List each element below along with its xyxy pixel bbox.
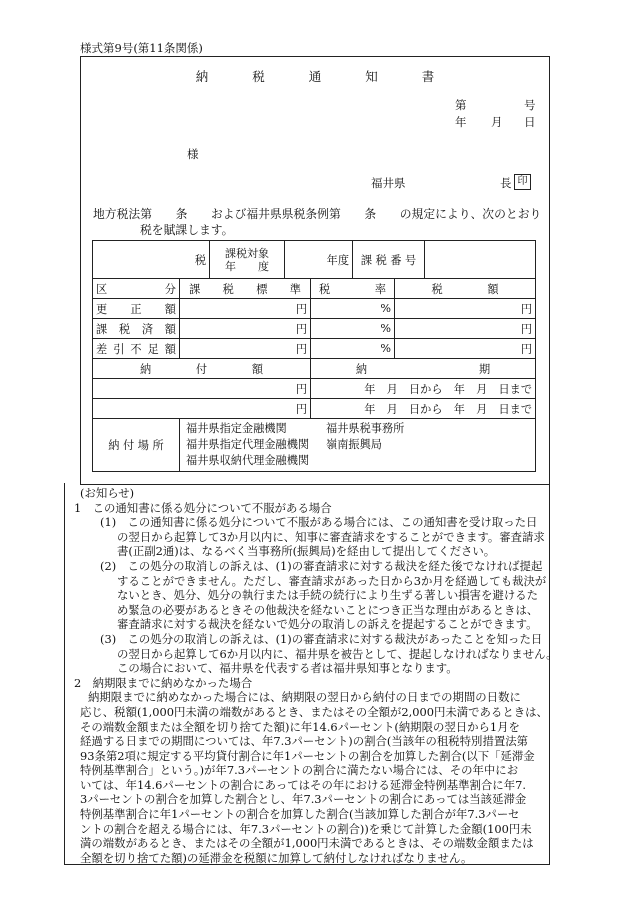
tax-table	[92, 240, 536, 472]
payment-row	[93, 399, 536, 419]
note-line: 全額を切り捨てた額)の延滞金を税額に加算して納付しなければなりません。	[80, 850, 473, 865]
note-line: の翌日から起算して6か月以内に、福井県を被告として、提起しなければなりません。	[117, 646, 558, 661]
payment-yen: 円	[93, 379, 311, 399]
row-standard-yen: 円	[180, 299, 311, 319]
tax-year-label-1: 課税対象	[225, 246, 270, 260]
place-line	[186, 453, 529, 469]
issuer-title: 長	[500, 176, 512, 190]
payment-deadline-header: 納 期	[311, 359, 536, 379]
note-line: ントの割合を超える場合には、年7.3パーセントの割合))を乗じて計算した金額(100円未	[80, 821, 532, 836]
payment-amount-header: 納 付 額	[93, 359, 311, 379]
note-line: いては、年14.6パーセントの割合にあってはその年における延滞金特例基準割合に年7.	[80, 777, 526, 792]
note-line: (1) この通知書に係る処分について不服がある場合には、この通知書を受け取った日	[100, 515, 538, 530]
number-suffix: 号	[524, 98, 536, 112]
row-standard-yen: 円	[180, 339, 311, 359]
note-line: 3パーセントの割合を加算した割合とし、年7.3パーセントの割合にあっては当該延滞金	[80, 792, 527, 807]
number-label: 第	[455, 98, 467, 112]
col-amount: 税 額	[395, 279, 536, 299]
tax-number-label: 課 税 番 号	[353, 241, 425, 279]
tax-year-label-2: 年 度	[225, 259, 270, 273]
note-line: 審査請求に対する裁決を経ないで処分の取消しの訴えを提起することができます。	[117, 617, 538, 632]
date-month: 月	[491, 115, 503, 129]
tax-number-value	[425, 241, 536, 279]
note-line: 1 この通知書に係る処分について不服がある場合	[74, 500, 332, 515]
header-row	[93, 241, 536, 279]
intro-line-1: 地方税法第 条 および福井県県税条例第 条 の規定により、次のとおり	[93, 207, 542, 221]
row-rate-pct: %	[311, 299, 395, 319]
intro-line-2: 税を賦課します。	[140, 223, 234, 237]
note-line: (2) この処分の取消しの訴えは、(1)の審査請求に対する裁決を経た後でなければ提起	[100, 558, 543, 573]
table-row	[93, 339, 536, 359]
note-line: 93条第2項に規定する平均貸付割合に年1パーセントの割合を加算した割合(以下「延滞金	[80, 748, 535, 763]
note-line: め緊急の必要があるときその他裁決を経ないことにつき正当な理由があるときは、	[117, 602, 539, 617]
row-amount-yen: 円	[395, 339, 536, 359]
place-office: 福井県税事務所	[326, 422, 405, 435]
recipient-suffix: 様	[187, 147, 199, 161]
note-line: 2 納期限までに納めなかった場合	[74, 675, 253, 690]
date-year: 年	[455, 115, 467, 129]
note-line: の翌日から起算して3か月以内に、知事に審査請求をすることができます。審査請求	[117, 529, 545, 544]
notes-section	[74, 486, 558, 865]
document-title: 納 税 通 知 書	[195, 69, 455, 84]
place-list	[180, 419, 536, 472]
tax-year-label	[210, 241, 285, 279]
place-bank: 福井県指定金融機関	[186, 422, 287, 435]
col-standard: 課 税 標 準	[180, 279, 311, 299]
payment-yen: 円	[93, 399, 311, 419]
note-line: この場合において、福井県を代表する者は福井県知事となります。	[117, 661, 458, 676]
note-line: 特例基準割合に年1パーセントの割合を加算した割合(当該加算した割合が年7.3パーセ	[80, 807, 520, 822]
payment-place-row	[93, 419, 536, 472]
row-label: 更 正 額	[93, 299, 180, 319]
note-line: 納期限までに納めなかった場合には、納期限の翌日から納付の日までの期間の日数に	[88, 690, 521, 705]
row-amount-yen: 円	[395, 319, 536, 339]
note-line: (3) この処分の取消しの訴えは、(1)の審査請求に対する裁決があったことを知った日	[100, 631, 543, 646]
place-office: 嶺南振興局	[326, 438, 382, 451]
place-label: 納 付 場 所	[93, 419, 180, 472]
issuer-prefecture: 福井県	[371, 176, 406, 190]
place-line	[186, 437, 529, 453]
col-category: 区 分	[93, 279, 180, 299]
note-line: 書(正副2通)は、なるべく当事務所(振興局)を経由して提出してください。	[117, 544, 496, 559]
seal-stamp: 印	[514, 174, 531, 190]
payment-header-row	[93, 359, 536, 379]
table-row	[93, 319, 536, 339]
payment-row	[93, 379, 536, 399]
note-line: 特例基準割合」という。)が年7.3パーセントの割合に満たない場合には、その年中にお	[80, 763, 519, 778]
payment-period: 年 月 日から 年 月 日まで	[311, 399, 536, 419]
note-line: その端数金額または全額を切り捨てた額)に年14.6パーセント(納期限の翌日から1月を	[80, 719, 520, 734]
note-line: 満の端数があるとき、またはその全額が1,000円未満であるときは、その端数金額または	[80, 836, 534, 851]
col-rate: 税 率	[311, 279, 395, 299]
note-line: 経過する日までの期間については、年7.3パーセント)の割合(当該年の租税特別措置法第	[80, 734, 529, 749]
year-unit: 年度	[285, 241, 353, 279]
row-label: 差引不足額	[93, 339, 180, 359]
date-day: 日	[524, 115, 536, 129]
row-amount-yen: 円	[395, 299, 536, 319]
note-line: 応じ、税額(1,000円未満の端数があるとき、またはその全額が2,000円未満であるときは、	[80, 704, 548, 719]
place-bank: 福井県指定代理金融機関	[186, 438, 310, 451]
row-rate-pct: %	[311, 339, 395, 359]
row-standard-yen: 円	[180, 319, 311, 339]
tax-label: 税	[93, 241, 210, 279]
payment-period: 年 月 日から 年 月 日まで	[311, 379, 536, 399]
form-number: 様式第9号(第11条関係)	[80, 41, 203, 55]
table-row	[93, 299, 536, 319]
note-line: することができません。ただし、審査請求があった日から3か月を経過しても裁決が	[117, 573, 547, 588]
row-rate-pct: %	[311, 319, 395, 339]
place-bank: 福井県収納代理金融機関	[186, 454, 310, 467]
notes-heading: (お知らせ)	[80, 486, 135, 500]
row-label: 課 税 済 額	[93, 319, 180, 339]
column-header-row	[93, 279, 536, 299]
note-line: ないとき、処分、処分の執行または手続の続行により生ずる著しい損害を避けるた	[117, 588, 538, 603]
place-line	[186, 421, 529, 437]
